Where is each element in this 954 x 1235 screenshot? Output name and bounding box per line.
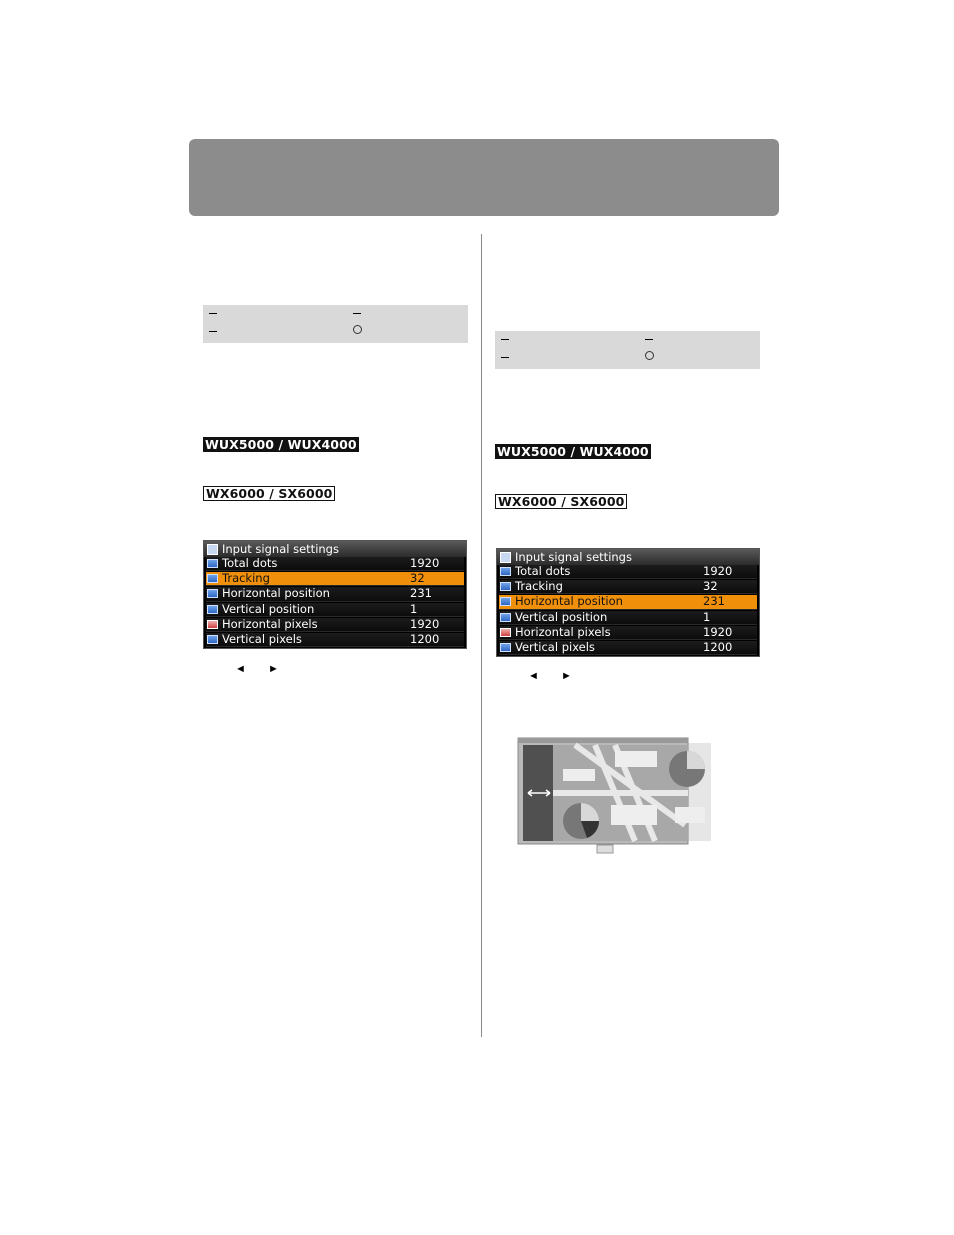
setting-label: Tracking: [515, 579, 563, 594]
setting-value: 1200: [703, 640, 733, 655]
support-table: [495, 331, 760, 369]
setting-label: Horizontal pixels: [222, 616, 318, 631]
setting-value: 1: [410, 601, 418, 616]
setting-value: 1920: [703, 624, 733, 639]
setting-label: Vertical position: [515, 609, 608, 624]
osd-row-horizontal-pixels[interactable]: [206, 618, 464, 632]
osd-row-horizontal-position[interactable]: [499, 595, 757, 609]
setting-icon: [207, 589, 218, 598]
left-arrow-icon: ◄: [528, 670, 539, 682]
setting-value: 1: [703, 609, 711, 624]
setting-icon: [207, 559, 218, 568]
setting-value: 32: [703, 579, 718, 594]
screen-handle: [597, 845, 613, 853]
osd-row-total-dots[interactable]: [499, 565, 757, 579]
table-cell-dash: [501, 334, 509, 345]
right-arrow-icon: ►: [561, 670, 572, 682]
model-badge-wx: WX6000 / SX6000: [495, 494, 627, 509]
table-cell-dash: [645, 334, 653, 345]
setting-value: 231: [410, 586, 432, 601]
osd-menu: [496, 548, 760, 657]
osd-row-tracking[interactable]: [206, 572, 464, 586]
setting-value: 1920: [410, 616, 440, 631]
osd-title-bar: [204, 541, 466, 557]
table-cell-dash: [209, 326, 217, 337]
input-signal-icon: [500, 552, 511, 563]
right-arrow-icon: ►: [268, 663, 279, 675]
setting-label: Vertical pixels: [222, 632, 302, 647]
osd-row-tracking[interactable]: [499, 580, 757, 594]
osd-row-vertical-position[interactable]: [499, 611, 757, 625]
left-arrow-icon: ◄: [235, 663, 246, 675]
model-badge-wux: WUX5000 / WUX4000: [497, 444, 649, 459]
setting-icon: [500, 582, 511, 591]
osd-title: Input signal settings: [515, 550, 632, 564]
setting-icon: [207, 605, 218, 614]
setting-icon: [207, 635, 218, 644]
setting-label: Total dots: [515, 564, 571, 579]
setting-icon: [500, 628, 511, 637]
table-cell-dash: [353, 308, 361, 319]
table-cell-dash: [501, 352, 509, 363]
table-cell-dash: [209, 308, 217, 319]
setting-label: Vertical pixels: [515, 640, 595, 655]
setting-value: 1920: [410, 556, 440, 571]
setting-icon: [500, 643, 511, 652]
setting-value: 1920: [703, 564, 733, 579]
osd-row-vertical-pixels[interactable]: [499, 641, 757, 655]
setting-value: 32: [410, 571, 425, 586]
setting-label: Tracking: [222, 571, 270, 586]
model-badge-wx: WX6000 / SX6000: [203, 486, 335, 501]
osd-title-bar: [497, 549, 759, 565]
setting-icon: [500, 597, 511, 606]
table-cell-circle: [353, 325, 362, 337]
setting-value: 231: [703, 594, 725, 609]
setting-label: Horizontal position: [222, 586, 330, 601]
section-header-bar: [189, 139, 779, 216]
setting-icon: [500, 567, 511, 576]
osd-row-horizontal-pixels[interactable]: [499, 626, 757, 640]
osd-row-total-dots[interactable]: [206, 557, 464, 571]
setting-value: 1200: [410, 632, 440, 647]
osd-row-vertical-position[interactable]: [206, 603, 464, 617]
setting-label: Vertical position: [222, 601, 315, 616]
osd-title: Input signal settings: [222, 542, 339, 556]
column-divider: [481, 234, 482, 1037]
osd-menu: [203, 540, 467, 649]
setting-label: Horizontal position: [515, 594, 623, 609]
support-table: [203, 305, 468, 343]
setting-icon: [500, 613, 511, 622]
setting-icon: [207, 620, 218, 629]
setting-label: Total dots: [222, 556, 278, 571]
osd-row-horizontal-position[interactable]: [206, 587, 464, 601]
setting-icon: [207, 574, 218, 583]
input-signal-icon: [207, 544, 218, 555]
projection-screen-illustration: [515, 735, 715, 855]
setting-label: Horizontal pixels: [515, 624, 611, 639]
model-badge-wux: WUX5000 / WUX4000: [205, 437, 357, 452]
osd-row-vertical-pixels[interactable]: [206, 633, 464, 647]
table-cell-circle: [645, 351, 654, 363]
